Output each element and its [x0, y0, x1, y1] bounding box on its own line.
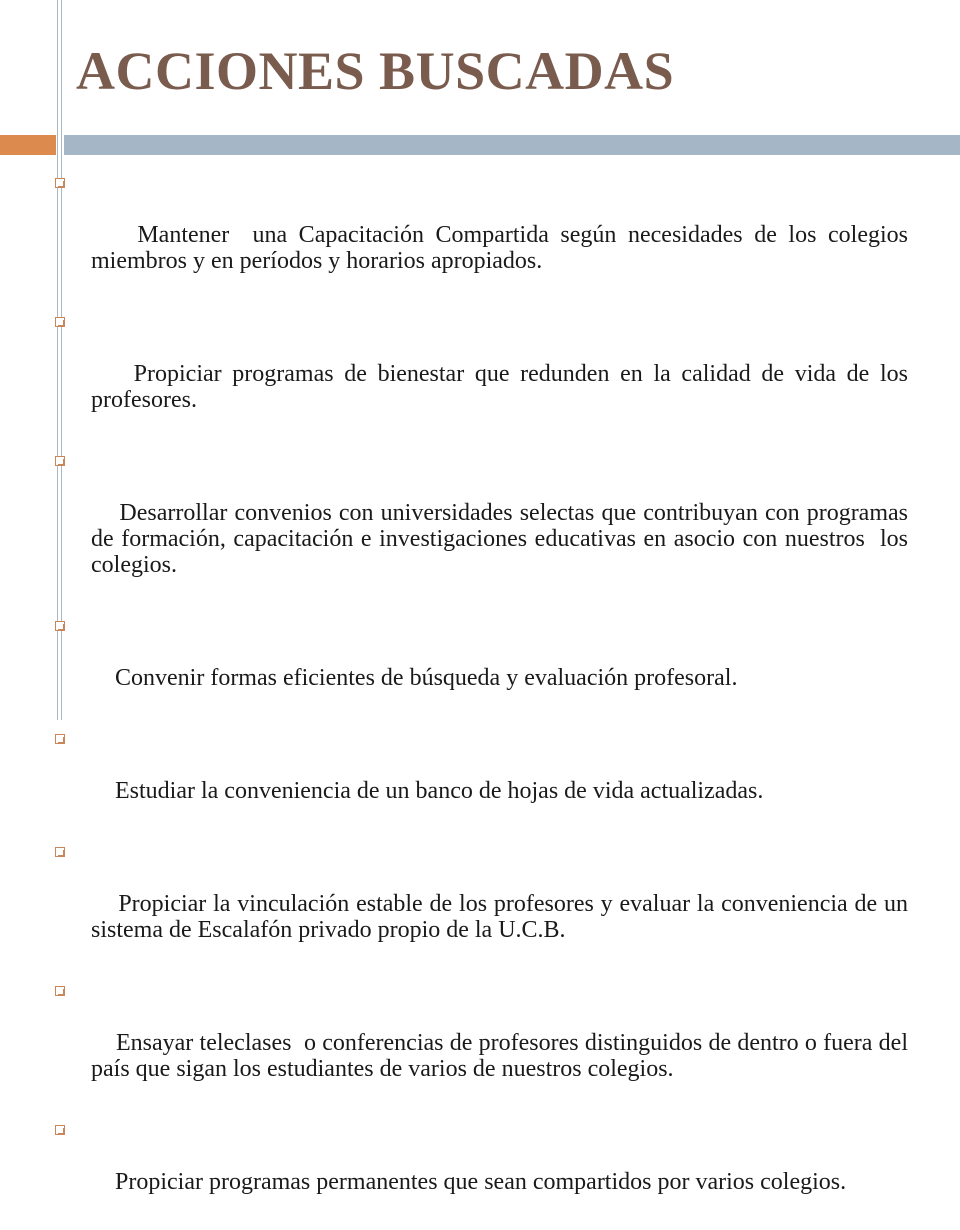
list-item — [55, 309, 914, 439]
list-item — [55, 448, 914, 604]
list-item — [55, 978, 914, 1108]
list-item-text: Mantener una Capacitación Compartida según necesidades de los colegios miembros y en períodos y horarios apropiados. — [91, 222, 914, 274]
square-bullet-icon — [55, 456, 65, 466]
list-item-text: Estudiar la conveniencia de un banco de hojas de vida actualizadas. — [115, 778, 764, 804]
title-rule-bar — [64, 135, 960, 155]
list-item — [55, 170, 914, 300]
list-item — [55, 1117, 908, 1221]
bullet-list — [55, 170, 914, 1230]
square-bullet-icon — [55, 847, 65, 857]
list-item-text: Ensayar teleclases o conferencias de profesores distinguidos de dentro o fuera del país que sigan los estudiantes de varios de nuestros colegios. — [91, 1030, 914, 1082]
slide-title: ACCIONES BUSCADAS — [76, 41, 675, 101]
square-bullet-icon — [55, 178, 65, 188]
list-item — [55, 839, 914, 969]
list-item-text: Propiciar programas permanentes que sean compartidos por varios colegios. — [115, 1169, 847, 1195]
square-bullet-icon — [55, 621, 65, 631]
square-bullet-icon — [55, 317, 65, 327]
list-item — [55, 726, 908, 830]
list-item-text: Propiciar la vinculación estable de los profesores y evaluar la conveniencia de un sistema de Escalafón privado propio de la U.C.B. — [91, 891, 914, 943]
accent-bar — [0, 135, 56, 155]
square-bullet-icon — [55, 986, 65, 996]
list-item-text: Convenir formas eficientes de búsqueda y evaluación profesoral. — [115, 665, 738, 691]
list-item-text: Desarrollar convenios con universidades selectas que contribuyan con programas de formación, capacitación e investigaciones educativas en asocio con nuestros los colegios. — [91, 500, 914, 578]
square-bullet-icon — [55, 734, 65, 744]
square-bullet-icon — [55, 1125, 65, 1135]
list-item-text: Propiciar programas de bienestar que redunden en la calidad de vida de los profesores. — [91, 361, 914, 413]
list-item — [55, 613, 908, 717]
